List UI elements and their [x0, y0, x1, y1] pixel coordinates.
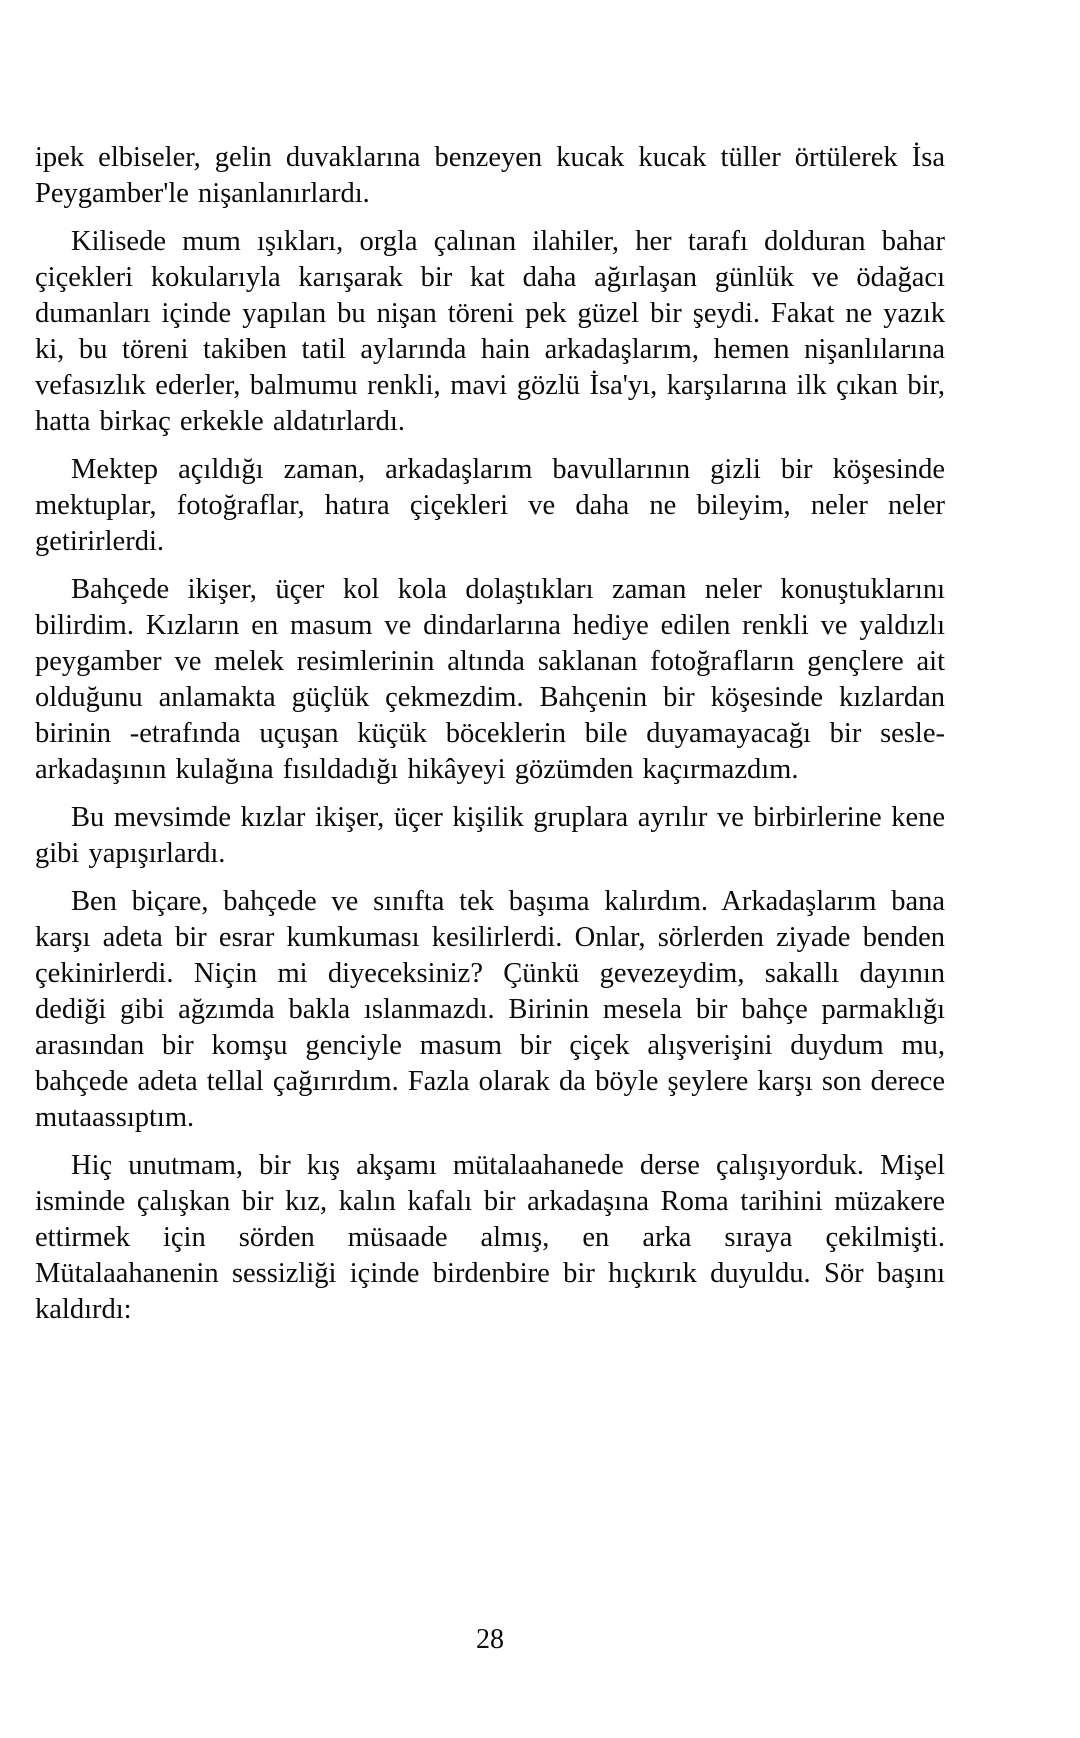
page-number: 28	[476, 1624, 504, 1655]
paragraph: ipek elbiseler, gelin duvaklarına benzeyen kucak kucak tüller örtülerek İsa Peygamber'le nişanlanırlardı.	[35, 142, 945, 209]
paragraph: Ben biçare, bahçede ve sınıfta tek başıma kalırdım. Arkadaşlarım bana karşı adeta bir esrar kumkuması kesilirlerdi. Onlar, sörlerden ziyade benden çekinirlerdi. Niçin mi diyeceksiniz? Çünkü gevezeydim, sakallı dayının dediği gibi ağzımda bakla ıslanmazdı. Birinin mesela bir bahçe parmaklığı arasından bir komşu genciyle masum bir çiçek alışverişini duydum mu, bahçede adeta tellal çağırırdım. Fazla olarak da böyle şeylere karşı son derece mutaassıptım.	[35, 886, 945, 1133]
paragraph: Bahçede ikişer, üçer kol kola dolaştıkları zaman neler konuştuklarını bilirdim. Kızların en masum ve dindarlarına hediye edilen renkli ve yaldızlı peygamber ve melek resimlerinin altında saklanan fotoğrafların gençlere ait olduğunu anlamakta güçlük çekmezdim. Bahçenin bir köşesinde kızlardan birinin -etrafında uçuşan küçük böceklerin bile duyamayacağı bir sesle- arkadaşının kulağına fısıldadığı hikâyeyi gözümden kaçırmazdım.	[35, 574, 945, 785]
paragraph: Kilisede mum ışıkları, orgla çalınan ilahiler, her tarafı dolduran bahar çiçekleri kokularıyla karışarak bir kat daha ağırlaşan günlük ve ödağacı dumanları içinde yapılan bu nişan töreni pek güzel bir şeydi. Fakat ne yazık ki, bu töreni takiben tatil aylarında hain arkadaşlarım, hemen nişanlılarına vefasızlık ederler, balmumu renkli, mavi gözlü İsa'yı, karşılarına ilk çıkan bir, hatta birkaç erkekle aldatırlardı.	[35, 226, 945, 437]
paragraph: Mektep açıldığı zaman, arkadaşlarım bavullarının gizli bir köşesinde mektuplar, fotoğraflar, hatıra çiçekleri ve daha ne bileyim, neler neler getirirlerdi.	[35, 454, 945, 557]
paragraph: Bu mevsimde kızlar ikişer, üçer kişilik gruplara ayrılır ve birbirlerine kene gibi yapışırlardı.	[35, 802, 945, 869]
paragraph: Hiç unutmam, bir kış akşamı mütalaahanede derse çalışıyorduk. Mişel isminde çalışkan bir kız, kalın kafalı bir arkadaşına Roma tarihini müzakere ettirmek için sörden müsaade almış, en arka sıraya çekilmişti. Mütalaahanenin sessizliği içinde birdenbire bir hıçkırık duyuldu. Sör başını kaldırdı:	[35, 1150, 945, 1325]
